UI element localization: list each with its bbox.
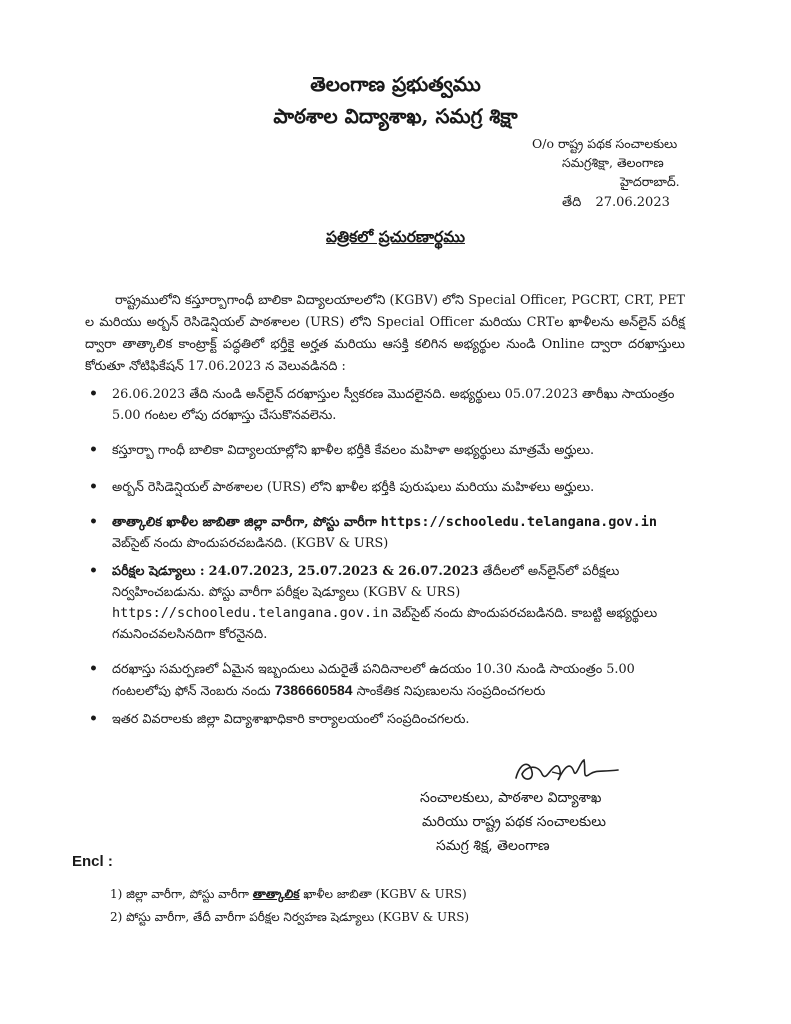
office-line-1: O/o రాష్ట్ర పథక సంచాలకులు bbox=[532, 136, 678, 151]
list-item: • తాత్కాలిక ఖాళీల జాబితా జిల్లా వారీగా, పోస్టు వారీగా https://schooledu.telangana.gov.in వెబ్‌సైట్ నందు పొందుపరచబడినది. (KGBV & URS) bbox=[89, 514, 658, 551]
signatory-line-3: సమగ్ర శిక్ష, తెలంగాణ bbox=[436, 838, 550, 854]
bullet-icon: • bbox=[89, 514, 98, 530]
signatory-block bbox=[420, 786, 760, 858]
office-line-2: సమగ్రశిక్షా, తెలంగాణ bbox=[562, 155, 664, 170]
bullet-icon: • bbox=[89, 563, 98, 579]
list-item: 2) పోస్టు వారీగా, తేదీ వారీగా పరీక్షల నిర్వహణ షెడ్యూలు (KGBV & URS) bbox=[110, 910, 470, 924]
government-title: తెలంగాణ ప్రభుత్వము bbox=[310, 72, 481, 96]
list-item: • దరఖాస్తు సమర్పణలో ఏమైన ఇబ్బందులు ఎదురైతే పనిదినాలలో ఉదయం 10.30 నుండి సాయంత్రం 5.00 గంటలలోపు ఫోన్ నెంబరు నందు 7386660584 సాంకేతిక నిపుణులను సంప్రదించగలరు bbox=[89, 661, 635, 699]
document-date bbox=[562, 195, 670, 213]
bullet-list bbox=[85, 384, 695, 741]
department-title: పాఠశాల విద్యాశాఖ, సమగ్ర శిక్షా bbox=[273, 104, 518, 128]
signatory-line-1: సంచాలకులు, పాఠశాల విద్యాశాఖ bbox=[420, 790, 602, 806]
enclosures-list bbox=[110, 883, 469, 929]
website-link[interactable]: https://schooledu.telangana.gov.in bbox=[380, 514, 658, 530]
list-item: • 26.06.2023 తేది నుండి అన్‌లైన్ దరఖాస్తుల స్వీకరణ మొదలైనది. అభ్యర్థులు 05.07.2023 తారీఖు సాయంత్రం 5.00 గంటల లోపు దరఖాస్తు చేసుకొనవలెను. bbox=[89, 386, 675, 423]
list-item: • పరీక్షల షెడ్యూలు : 24.07.2023, 25.07.2023 & 26.07.2023 తేదీలలో అన్‌లైన్‌లో పరీక్షలు నిర్వహించబడును. పోస్టు వారీగా పరీక్షల షెడ్యూలు (KGBV & URS) https://schooledu.telangana.gov.in వెబ్‌సైట్ నందు పొందుపరచబడినది. కాబట్టి అభ్యర్థులు గమనించవలసినదిగా కోరనైనది. bbox=[89, 563, 658, 642]
press-release-heading: పత్రికలో ప్రచురణార్థము bbox=[326, 227, 465, 246]
handwritten-signature bbox=[512, 752, 622, 786]
helpline-phone: 7386660584 bbox=[274, 682, 353, 698]
intro-paragraph: రాష్ట్రములోని కస్తూర్బాగాంధీ బాలికా విద్యాలయాలలోని (KGBV) లోని Special Officer, PGCRT, CRT, PET ల మరియు అర్బన్ రెసిడెన్షియల్ పాఠశాలల (URS) లోని Special Officer మరియు CRTల ఖాళీలను అన్‌లైన్ పరీక్ష ద్వారా తాత్కాలిక కాంట్రాక్ట్ పద్ధతిలో భర్తీకై అర్హత మరియు ఆసక్తి కలిగిన అభ్యర్థుల నుండి Online ద్వారా దరఖాస్తులు కోరుతూ నోటిఫికేషన్ 17.06.2023 న వెలువడినది : bbox=[85, 293, 685, 374]
office-line-3: హైదరాబాద్. bbox=[620, 174, 680, 189]
list-item: • కస్తూర్బా గాంధీ బాలికా విద్యాలయాల్లోని ఖాళీల భర్తీకి కేవలం మహిళా అభ్యర్థులు మాత్రమే అర్హులు. bbox=[85, 440, 695, 461]
exam-dates: 24.07.2023, 25.07.2023 & 26.07.2023 bbox=[208, 564, 479, 579]
office-address bbox=[532, 134, 772, 191]
date-label: తేది bbox=[562, 195, 582, 210]
date-value: 27.06.2023 bbox=[595, 195, 670, 210]
list-item: • అర్బన్ రెసిడెన్షియల్ పాఠశాలల (URS) లోని ఖాళీల భర్తీకి పురుషులు మరియు మహిళలు అర్హులు. bbox=[85, 477, 695, 498]
bullet-icon: • bbox=[89, 386, 98, 402]
list-item: 1) జిల్లా వారీగా, పోస్టు వారీగా తాత్కాలిక ఖాళీల జాబితా (KGBV & URS) bbox=[110, 887, 467, 901]
list-item: • ఇతర వివరాలకు జిల్లా విద్యాశాఖాధికారి కార్యాలయంలో సంప్రదించగలరు. bbox=[85, 709, 695, 730]
bullet-icon: • bbox=[89, 661, 98, 677]
bullet-icon: • bbox=[89, 442, 98, 458]
signatory-line-2: మరియు రాష్ట్ర పథక సంచాలకులు bbox=[422, 814, 607, 830]
website-link[interactable]: https://schooledu.telangana.gov.in bbox=[112, 605, 389, 621]
enclosures-label: Encl : bbox=[72, 853, 113, 870]
bullet-icon: • bbox=[89, 479, 98, 495]
bullet-icon: • bbox=[89, 711, 98, 727]
